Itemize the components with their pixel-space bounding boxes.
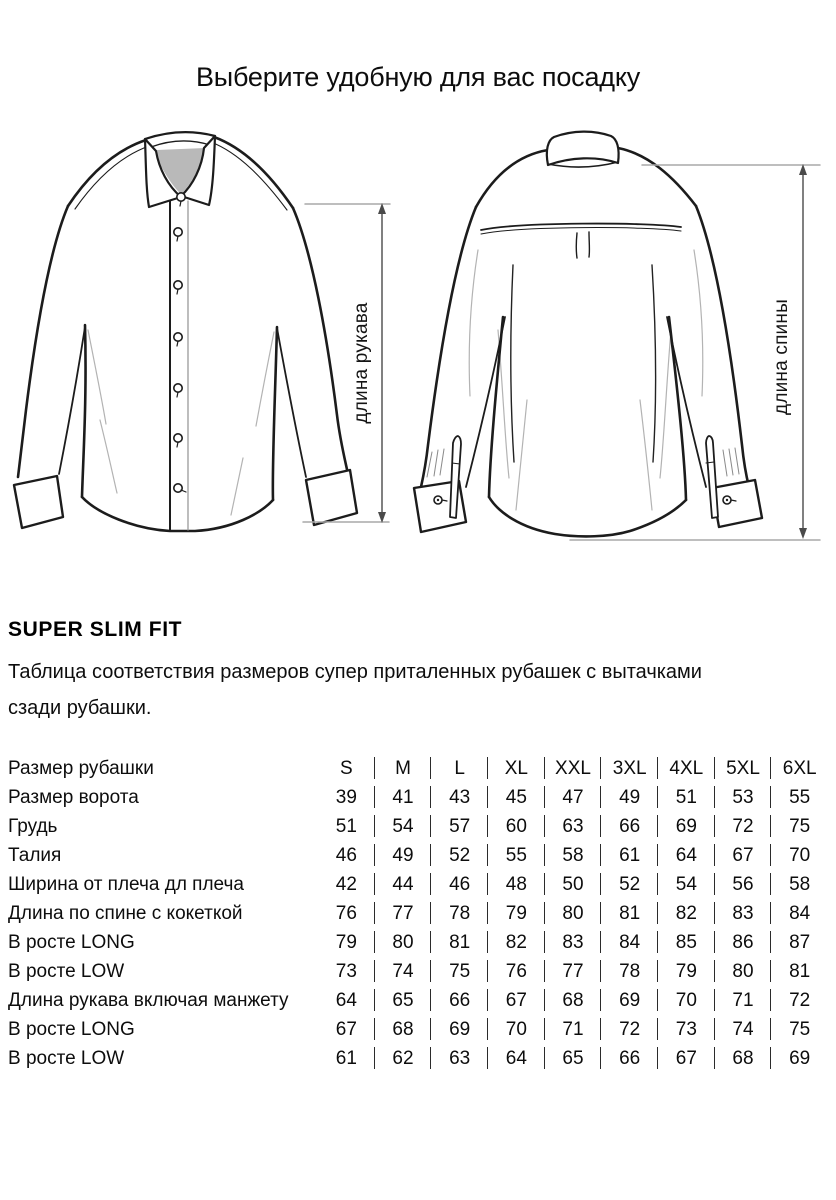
- size-value: 82: [488, 928, 545, 957]
- size-value: 57: [431, 812, 488, 841]
- size-value: 72: [601, 1015, 658, 1044]
- size-value: 75: [771, 1015, 828, 1044]
- size-value: 75: [431, 957, 488, 986]
- size-value: 42: [335, 873, 357, 895]
- size-value: 73: [658, 1015, 715, 1044]
- back-collar: [547, 132, 619, 167]
- row-label: Талия: [8, 844, 62, 866]
- size-value: 46: [431, 870, 488, 899]
- size-value: 81: [431, 928, 488, 957]
- size-value: 85: [658, 928, 715, 957]
- table-row: [8, 754, 828, 783]
- size-value: 71: [545, 1015, 602, 1044]
- size-column-header: XXL: [545, 754, 602, 783]
- size-value: 54: [375, 812, 432, 841]
- size-value: 45: [488, 783, 545, 812]
- size-value: 83: [545, 928, 602, 957]
- back-left-pleats: [427, 449, 444, 477]
- back-right-pleats: [723, 448, 739, 476]
- size-value: 80: [375, 928, 432, 957]
- page-title: Выберите удобную для вас посадку: [195, 62, 641, 93]
- size-value: 83: [715, 899, 772, 928]
- front-left-sleeve: [14, 206, 85, 528]
- table-row: [8, 1015, 828, 1044]
- row-label: Ширина от плеча дл плеча: [8, 873, 244, 895]
- size-value: 80: [545, 899, 602, 928]
- size-value: 87: [771, 928, 828, 957]
- size-value: 74: [715, 1015, 772, 1044]
- size-value: 70: [658, 986, 715, 1015]
- size-value: 78: [431, 899, 488, 928]
- size-value: 72: [771, 986, 828, 1015]
- size-value: 84: [601, 928, 658, 957]
- size-value: 67: [658, 1044, 715, 1073]
- size-value: 63: [545, 812, 602, 841]
- row-label: В росте LONG: [8, 931, 135, 953]
- back-shirt-illustration: [414, 132, 762, 537]
- size-value: 52: [431, 841, 488, 870]
- table-row: [8, 812, 828, 841]
- size-value: 66: [601, 812, 658, 841]
- size-column-header: 3XL: [601, 754, 658, 783]
- size-value: 84: [771, 899, 828, 928]
- size-value: 79: [335, 931, 357, 953]
- size-value: 51: [335, 815, 357, 837]
- size-value: 79: [658, 957, 715, 986]
- row-label: В росте LONG: [8, 1018, 135, 1040]
- front-right-sleeve: [277, 208, 357, 525]
- size-value: 80: [715, 957, 772, 986]
- size-column-header: 4XL: [658, 754, 715, 783]
- size-value: 70: [488, 1015, 545, 1044]
- fit-description-line1: Таблица соответствия размеров супер приталенных рубашек с вытачками: [8, 661, 702, 683]
- size-value: 47: [545, 783, 602, 812]
- size-value: 69: [431, 1015, 488, 1044]
- size-value: 65: [375, 986, 432, 1015]
- table-header-label: Размер рубашки: [8, 757, 154, 779]
- size-column-header: M: [375, 754, 432, 783]
- back-length-dimension: [570, 164, 820, 540]
- size-value: 62: [375, 1044, 432, 1073]
- size-value: 54: [658, 870, 715, 899]
- table-row: [8, 928, 828, 957]
- size-value: 67: [488, 986, 545, 1015]
- size-value: 76: [335, 902, 357, 924]
- row-label: Размер ворота: [8, 786, 139, 808]
- size-value: 53: [715, 783, 772, 812]
- table-row: [8, 899, 828, 928]
- size-value: 68: [715, 1044, 772, 1073]
- row-label: В росте LOW: [8, 960, 125, 982]
- size-value: 61: [335, 1047, 357, 1069]
- size-value: 77: [375, 899, 432, 928]
- back-right-sleeve: [667, 206, 762, 527]
- size-value: 68: [545, 986, 602, 1015]
- size-value: 55: [771, 783, 828, 812]
- size-value: 64: [335, 989, 357, 1011]
- size-value: 48: [488, 870, 545, 899]
- row-label: Длина по спине с кокеткой: [8, 902, 243, 924]
- size-value: 75: [771, 812, 828, 841]
- back-right-sleeve-placket: [706, 436, 718, 518]
- size-value: 43: [431, 783, 488, 812]
- size-column-header: 5XL: [715, 754, 772, 783]
- size-value: 58: [771, 870, 828, 899]
- size-value: 72: [715, 812, 772, 841]
- size-column-header: S: [339, 757, 353, 779]
- size-value: 76: [488, 957, 545, 986]
- size-column-header: 6XL: [771, 754, 828, 783]
- front-placket: [170, 199, 188, 531]
- fit-heading: SUPER SLIM FIT: [8, 618, 183, 641]
- row-label: Грудь: [8, 815, 58, 837]
- size-value: 81: [601, 899, 658, 928]
- size-value: 78: [601, 957, 658, 986]
- table-row: [8, 957, 828, 986]
- back-drape-lines: [469, 250, 702, 510]
- size-value: 49: [601, 783, 658, 812]
- size-value: 74: [375, 957, 432, 986]
- size-value: 46: [335, 844, 357, 866]
- size-value: 67: [335, 1018, 357, 1040]
- table-row: [8, 783, 828, 812]
- size-value: 50: [545, 870, 602, 899]
- size-value: 56: [715, 870, 772, 899]
- size-value: 73: [335, 960, 357, 982]
- size-value: 41: [375, 783, 432, 812]
- fit-description: [8, 654, 818, 726]
- size-value: 60: [488, 812, 545, 841]
- front-body: [82, 325, 277, 531]
- row-label: Длина рукава включая манжету: [8, 989, 289, 1011]
- table-row: [8, 841, 828, 870]
- size-value: 69: [658, 812, 715, 841]
- size-value: 77: [545, 957, 602, 986]
- size-value: 49: [375, 841, 432, 870]
- front-shirt-illustration: [14, 132, 357, 531]
- size-value: 69: [771, 1044, 828, 1073]
- size-value: 64: [488, 1044, 545, 1073]
- size-column-header: XL: [488, 754, 545, 783]
- size-column-header: L: [431, 754, 488, 783]
- table-row: [8, 1044, 828, 1073]
- size-value: 67: [715, 841, 772, 870]
- table-row: [8, 986, 828, 1015]
- front-right-cuff: [306, 470, 357, 525]
- size-value: 82: [658, 899, 715, 928]
- size-value: 51: [658, 783, 715, 812]
- size-table: [8, 754, 828, 1073]
- size-value: 39: [335, 786, 357, 808]
- shirt-diagram: [0, 115, 836, 585]
- size-value: 68: [375, 1015, 432, 1044]
- size-value: 66: [431, 986, 488, 1015]
- size-value: 64: [658, 841, 715, 870]
- front-left-cuff: [14, 476, 63, 528]
- back-left-sleeve: [414, 207, 505, 532]
- size-value: 61: [601, 841, 658, 870]
- size-value: 52: [601, 870, 658, 899]
- size-value: 71: [715, 986, 772, 1015]
- back-body: [489, 317, 686, 536]
- size-value: 44: [375, 870, 432, 899]
- size-value: 70: [771, 841, 828, 870]
- size-value: 58: [545, 841, 602, 870]
- size-value: 86: [715, 928, 772, 957]
- row-label: В росте LOW: [8, 1047, 125, 1069]
- back-yoke: [481, 224, 681, 258]
- size-value: 79: [488, 899, 545, 928]
- fit-description-line2: сзади рубашки.: [8, 697, 152, 719]
- size-value: 66: [601, 1044, 658, 1073]
- back-darts: [511, 265, 656, 462]
- size-value: 63: [431, 1044, 488, 1073]
- table-row: [8, 870, 828, 899]
- size-value: 81: [771, 957, 828, 986]
- size-value: 55: [488, 841, 545, 870]
- back-right-cuff: [712, 480, 762, 527]
- back-length-label: длина спины: [771, 299, 792, 415]
- size-value: 65: [545, 1044, 602, 1073]
- sleeve-length-label: длина рукава: [351, 302, 372, 424]
- size-value: 69: [601, 986, 658, 1015]
- front-buttons: [174, 193, 186, 492]
